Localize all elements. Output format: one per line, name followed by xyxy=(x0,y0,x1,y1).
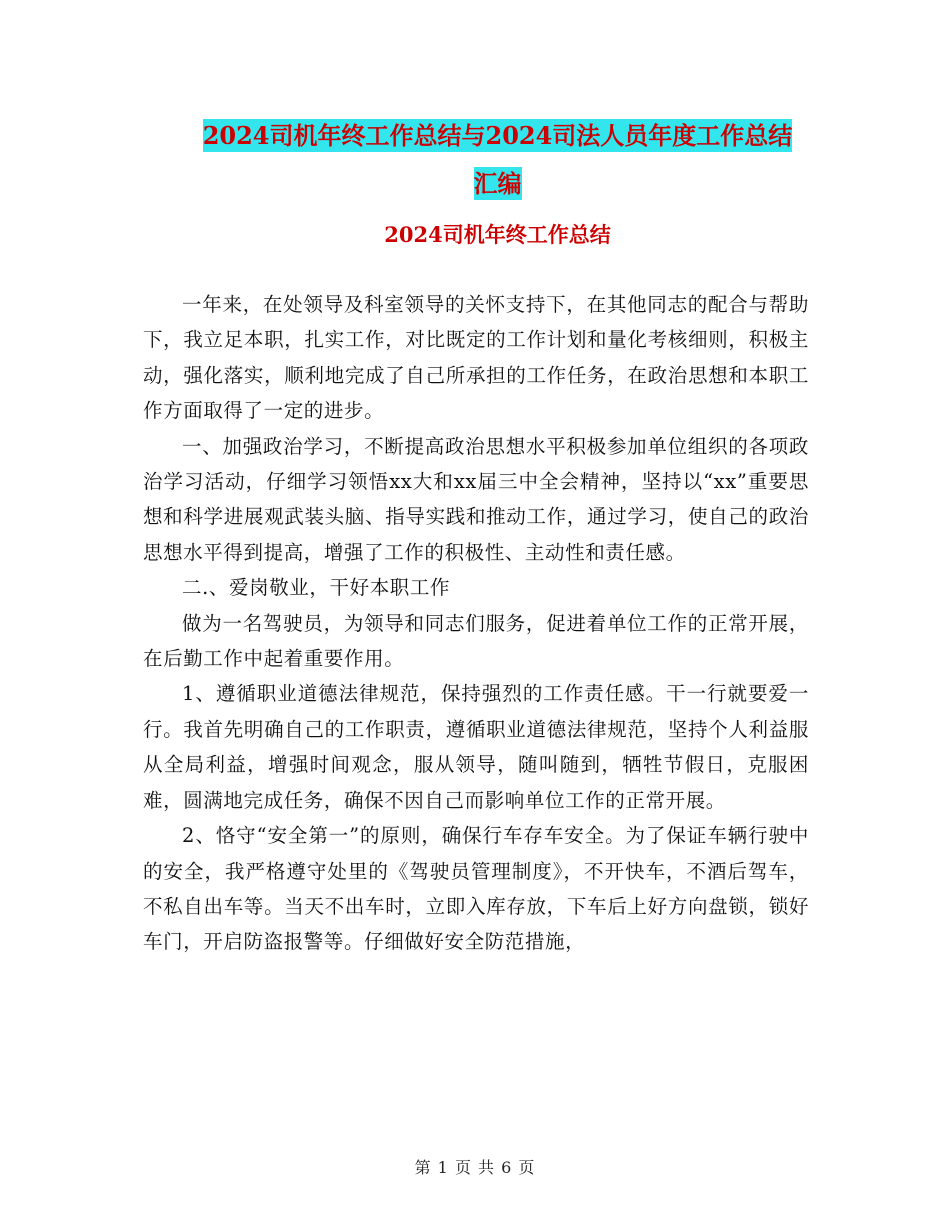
paragraph: 二.、爱岗敬业，干好本职工作 xyxy=(182,576,451,600)
document-title-line-2: 汇编 xyxy=(473,169,522,198)
paragraph: 2、恪守“安全第一”的原则，确保行车存车安全。为了保证车辆行驶中的安全，我严格遵守处里的《驾驶员管理制度》，不开快车，不酒后驾车，不私自出车等。当天不出车时，立即入库存放，下车后上好方向盘锁，锁好车门，开启防盗报警等。仔细做好安全防范措施， xyxy=(143,824,809,954)
paragraph: 做为一名驾驶员，为领导和同志们服务，促进着单位工作的正常开展，在后勤工作中起着重要作用。 xyxy=(143,611,809,671)
paragraph: 一年来，在处领导及科室领导的关怀支持下，在其他同志的配合与帮助下，我立足本职，扎实工作，对比既定的工作计划和量化考核细则，积极主动，强化落实，顺利地完成了自己所承担的工作任务，在政治思想和本职工作方面取得了一定的进步。 xyxy=(143,293,809,423)
paragraph: 1、遵循职业道德法律规范，保持强烈的工作责任感。干一行就要爱一行。我首先明确自己的工作职责，遵循职业道德法律规范，坚持个人利益服从全局利益，增强时间观念，服从领导，随叫随到，牺牲节假日，克服困难，圆满地完成任务，确保不因自己而影响单位工作的正常开展。 xyxy=(143,682,809,812)
document-title-line-1: 2024司机年终工作总结与2024司法人员年度工作总结 xyxy=(202,121,793,150)
page-footer: 第 1 页 共 6 页 xyxy=(414,1158,536,1177)
document-title xyxy=(140,112,855,208)
paragraph: 一、加强政治学习，不断提高政治思想水平积极参加单位组织的各项政治学习活动，仔细学习领悟xx大和xx届三中全会精神，坚持以“xx”重要思想和科学进展观武装头脑、指导实践和推动工作，通过学习，使自己的政治思想水平得到提高，增强了工作的积极性、主动性和责任感。 xyxy=(143,434,809,564)
document-body xyxy=(143,287,809,960)
section-title: 2024司机年终工作总结 xyxy=(384,222,611,247)
